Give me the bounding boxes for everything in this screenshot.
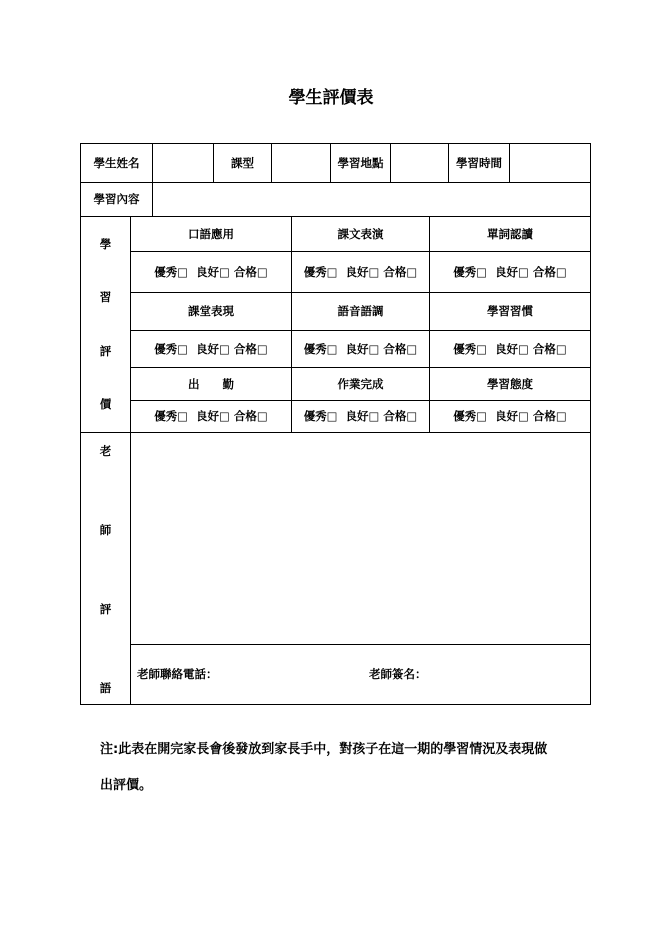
criteria-attendance: 出 勤 (131, 368, 292, 401)
evaluation-criteria-row (81, 217, 591, 252)
criteria-homework: 作業完成 (292, 368, 430, 401)
study-time-label: 學習時間 (449, 144, 510, 183)
criteria-study-attitude: 學習態度 (430, 368, 591, 401)
rating-options: 優秀□ 良好□ 合格□ (131, 401, 292, 433)
study-location-label: 學習地點 (331, 144, 391, 183)
side-char: 語 (99, 680, 112, 695)
rating-options: 優秀□ 良好□ 合格□ (430, 252, 591, 293)
rating-options: 優秀□ 良好□ 合格□ (131, 331, 292, 368)
course-type-field (272, 144, 331, 183)
rating-options: 優秀□ 良好□ 合格□ (131, 252, 292, 293)
student-name-label: 學生姓名 (81, 144, 153, 183)
side-char: 價 (99, 397, 112, 412)
criteria-oral-application: 口語應用 (131, 217, 292, 252)
teacher-contact-cell (131, 645, 591, 705)
side-char: 評 (99, 343, 112, 358)
evaluation-criteria-row (81, 368, 591, 401)
course-type-label: 課型 (214, 144, 272, 183)
form-title: 學生評價表 (288, 88, 374, 108)
teacher-comment-side-label-text (81, 434, 130, 704)
study-time-field (510, 144, 591, 183)
rating-options: 優秀□ 良好□ 合格□ (292, 252, 430, 293)
evaluation-criteria-row (81, 293, 591, 331)
student-name-field (153, 144, 214, 183)
teacher-phone-label: 老師聯絡電話： (137, 667, 218, 681)
teacher-signature-row (81, 645, 591, 705)
criteria-text-performance: 課文表演 (292, 217, 430, 252)
study-content-label: 學習內容 (81, 183, 153, 217)
study-content-row (81, 183, 591, 217)
criteria-word-reading: 單詞認讀 (430, 217, 591, 252)
evaluation-options-row (81, 401, 591, 433)
side-char: 師 (99, 522, 112, 537)
criteria-class-performance: 課堂表現 (131, 293, 292, 331)
study-location-field (391, 144, 449, 183)
side-char: 習 (99, 290, 112, 305)
side-char: 學 (99, 236, 112, 251)
criteria-pronunciation: 語音語調 (292, 293, 430, 331)
student-info-row (81, 144, 591, 183)
teacher-signature-label: 老師簽名： (369, 667, 427, 681)
evaluation-form-table (80, 143, 591, 705)
rating-options: 優秀□ 良好□ 合格□ (430, 331, 591, 368)
evaluation-side-label-text (81, 218, 130, 432)
note-line-1: 注:此表在開完家長會後發放到家長手中，對孩子在這一期的學習情況及表現做 (100, 742, 548, 757)
rating-options: 優秀□ 良好□ 合格□ (292, 401, 430, 433)
teacher-comment-row (81, 433, 591, 645)
teacher-comment-area (131, 433, 591, 645)
side-char: 老 (99, 443, 112, 458)
rating-options: 優秀□ 良好□ 合格□ (292, 331, 430, 368)
note-line-2: 出評價。 (100, 778, 153, 793)
side-char: 評 (99, 601, 112, 616)
criteria-study-habits: 學習習慣 (430, 293, 591, 331)
rating-options: 優秀□ 良好□ 合格□ (430, 401, 591, 433)
evaluation-options-row (81, 252, 591, 293)
teacher-comment-side-label (81, 433, 131, 705)
evaluation-options-row (81, 331, 591, 368)
evaluation-side-label (81, 217, 131, 433)
study-content-field (153, 183, 591, 217)
